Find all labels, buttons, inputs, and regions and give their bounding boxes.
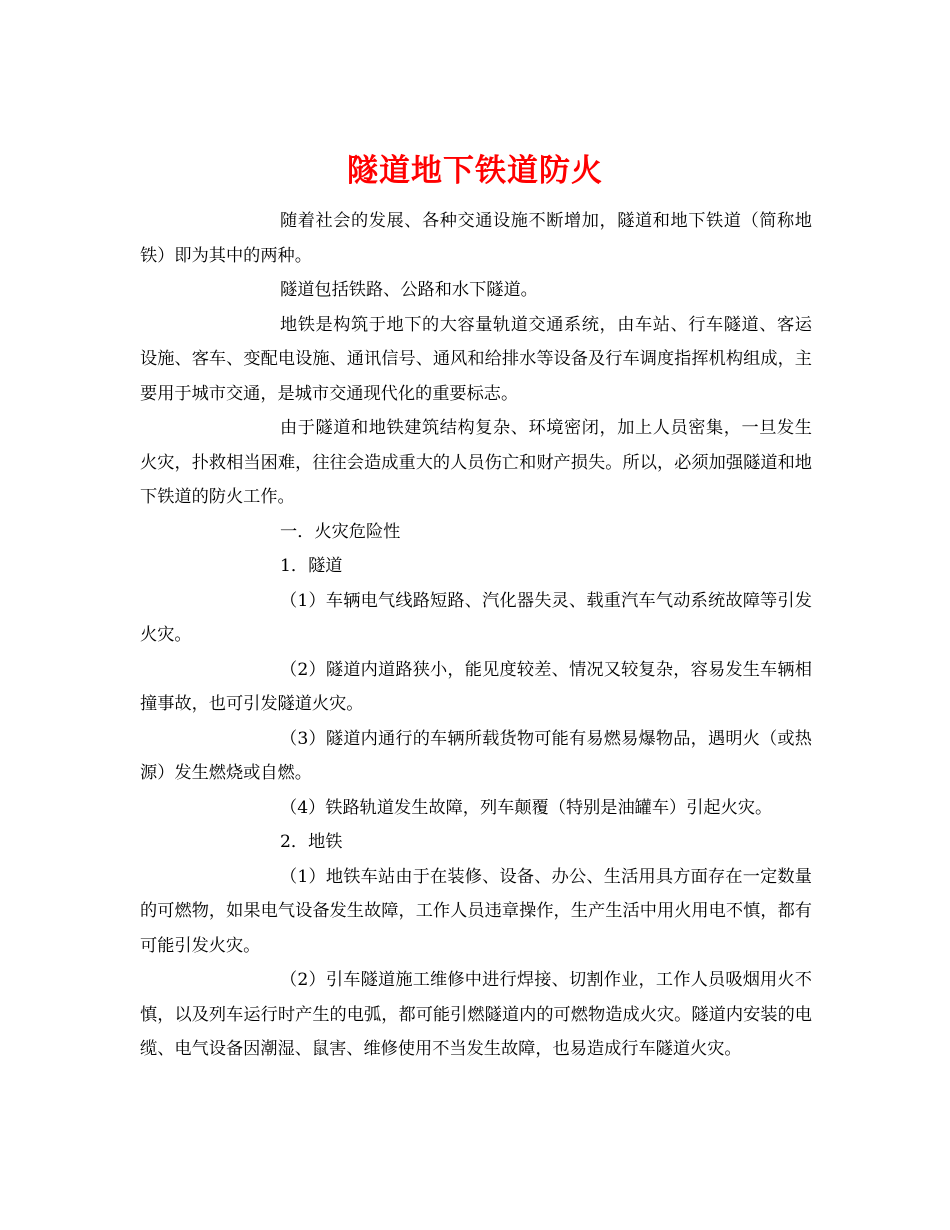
list-item-subway-2: （2）引车隧道施工维修中进行焊接、切割作业，工作人员吸烟用火不慎，以及列车运行时产生的电弧，都可能引燃隧道内的可燃物造成火灾。隧道内安装的电缆、电气设备因潮湿、鼠害、维修使用不当发生故障，也易造成行车隧道火灾。 bbox=[140, 970, 812, 1059]
document-title: 隧道地下铁道防火 bbox=[347, 152, 603, 189]
paragraph-fire-importance: 由于隧道和地铁建筑结构复杂、环境密闭，加上人员密集，一旦发生火灾，扑救相当困难，往往会造成重大的人员伤亡和财产损失。所以，必须加强隧道和地下铁道的防火工作。 bbox=[140, 418, 812, 507]
subsection-heading-subway: 2．地铁 bbox=[280, 832, 343, 852]
document-body bbox=[140, 204, 812, 1067]
list-item-subway-1: （1）地铁车站由于在装修、设备、办公、生活用具方面存在一定数量的可燃物，如果电气设备发生故障，工作人员违章操作，生产生活中用火用电不慎，都有可能引发火灾。 bbox=[140, 866, 812, 956]
subsection-heading-tunnel: 1．隧道 bbox=[280, 556, 343, 576]
list-item-tunnel-3: （3）隧道内通行的车辆所载货物可能有易燃易爆物品，遇明火（或热源）发生燃烧或自燃。 bbox=[140, 728, 812, 783]
list-item-tunnel-1: （1）车辆电气线路短路、汽化器失灵、载重汽车气动系统故障等引发火灾。 bbox=[140, 590, 812, 645]
paragraph-tunnel-types: 隧道包括铁路、公路和水下隧道。 bbox=[280, 280, 538, 300]
paragraph-intro: 随着社会的发展、各种交通设施不断增加，隧道和地下铁道（简称地铁）即为其中的两种。 bbox=[140, 211, 812, 266]
list-item-tunnel-4: （4）铁路轨道发生故障，列车颠覆（特别是油罐车）引起火灾。 bbox=[280, 797, 773, 818]
paragraph-subway-definition: 地铁是构筑于地下的大容量轨道交通系统，由车站、行车隧道、客运设施、客车、变配电设施、通讯信号、通风和给排水等设备及行车调度指挥机构组成，主要用于城市交通，是城市交通现代化的重要标志。 bbox=[140, 314, 812, 404]
list-item-tunnel-2: （2）隧道内道路狭小，能见度较差、情况又较复杂，容易发生车辆相撞事故，也可引发隧道火灾。 bbox=[140, 659, 812, 714]
section-heading-fire-hazard: 一．火灾危险性 bbox=[280, 521, 401, 542]
